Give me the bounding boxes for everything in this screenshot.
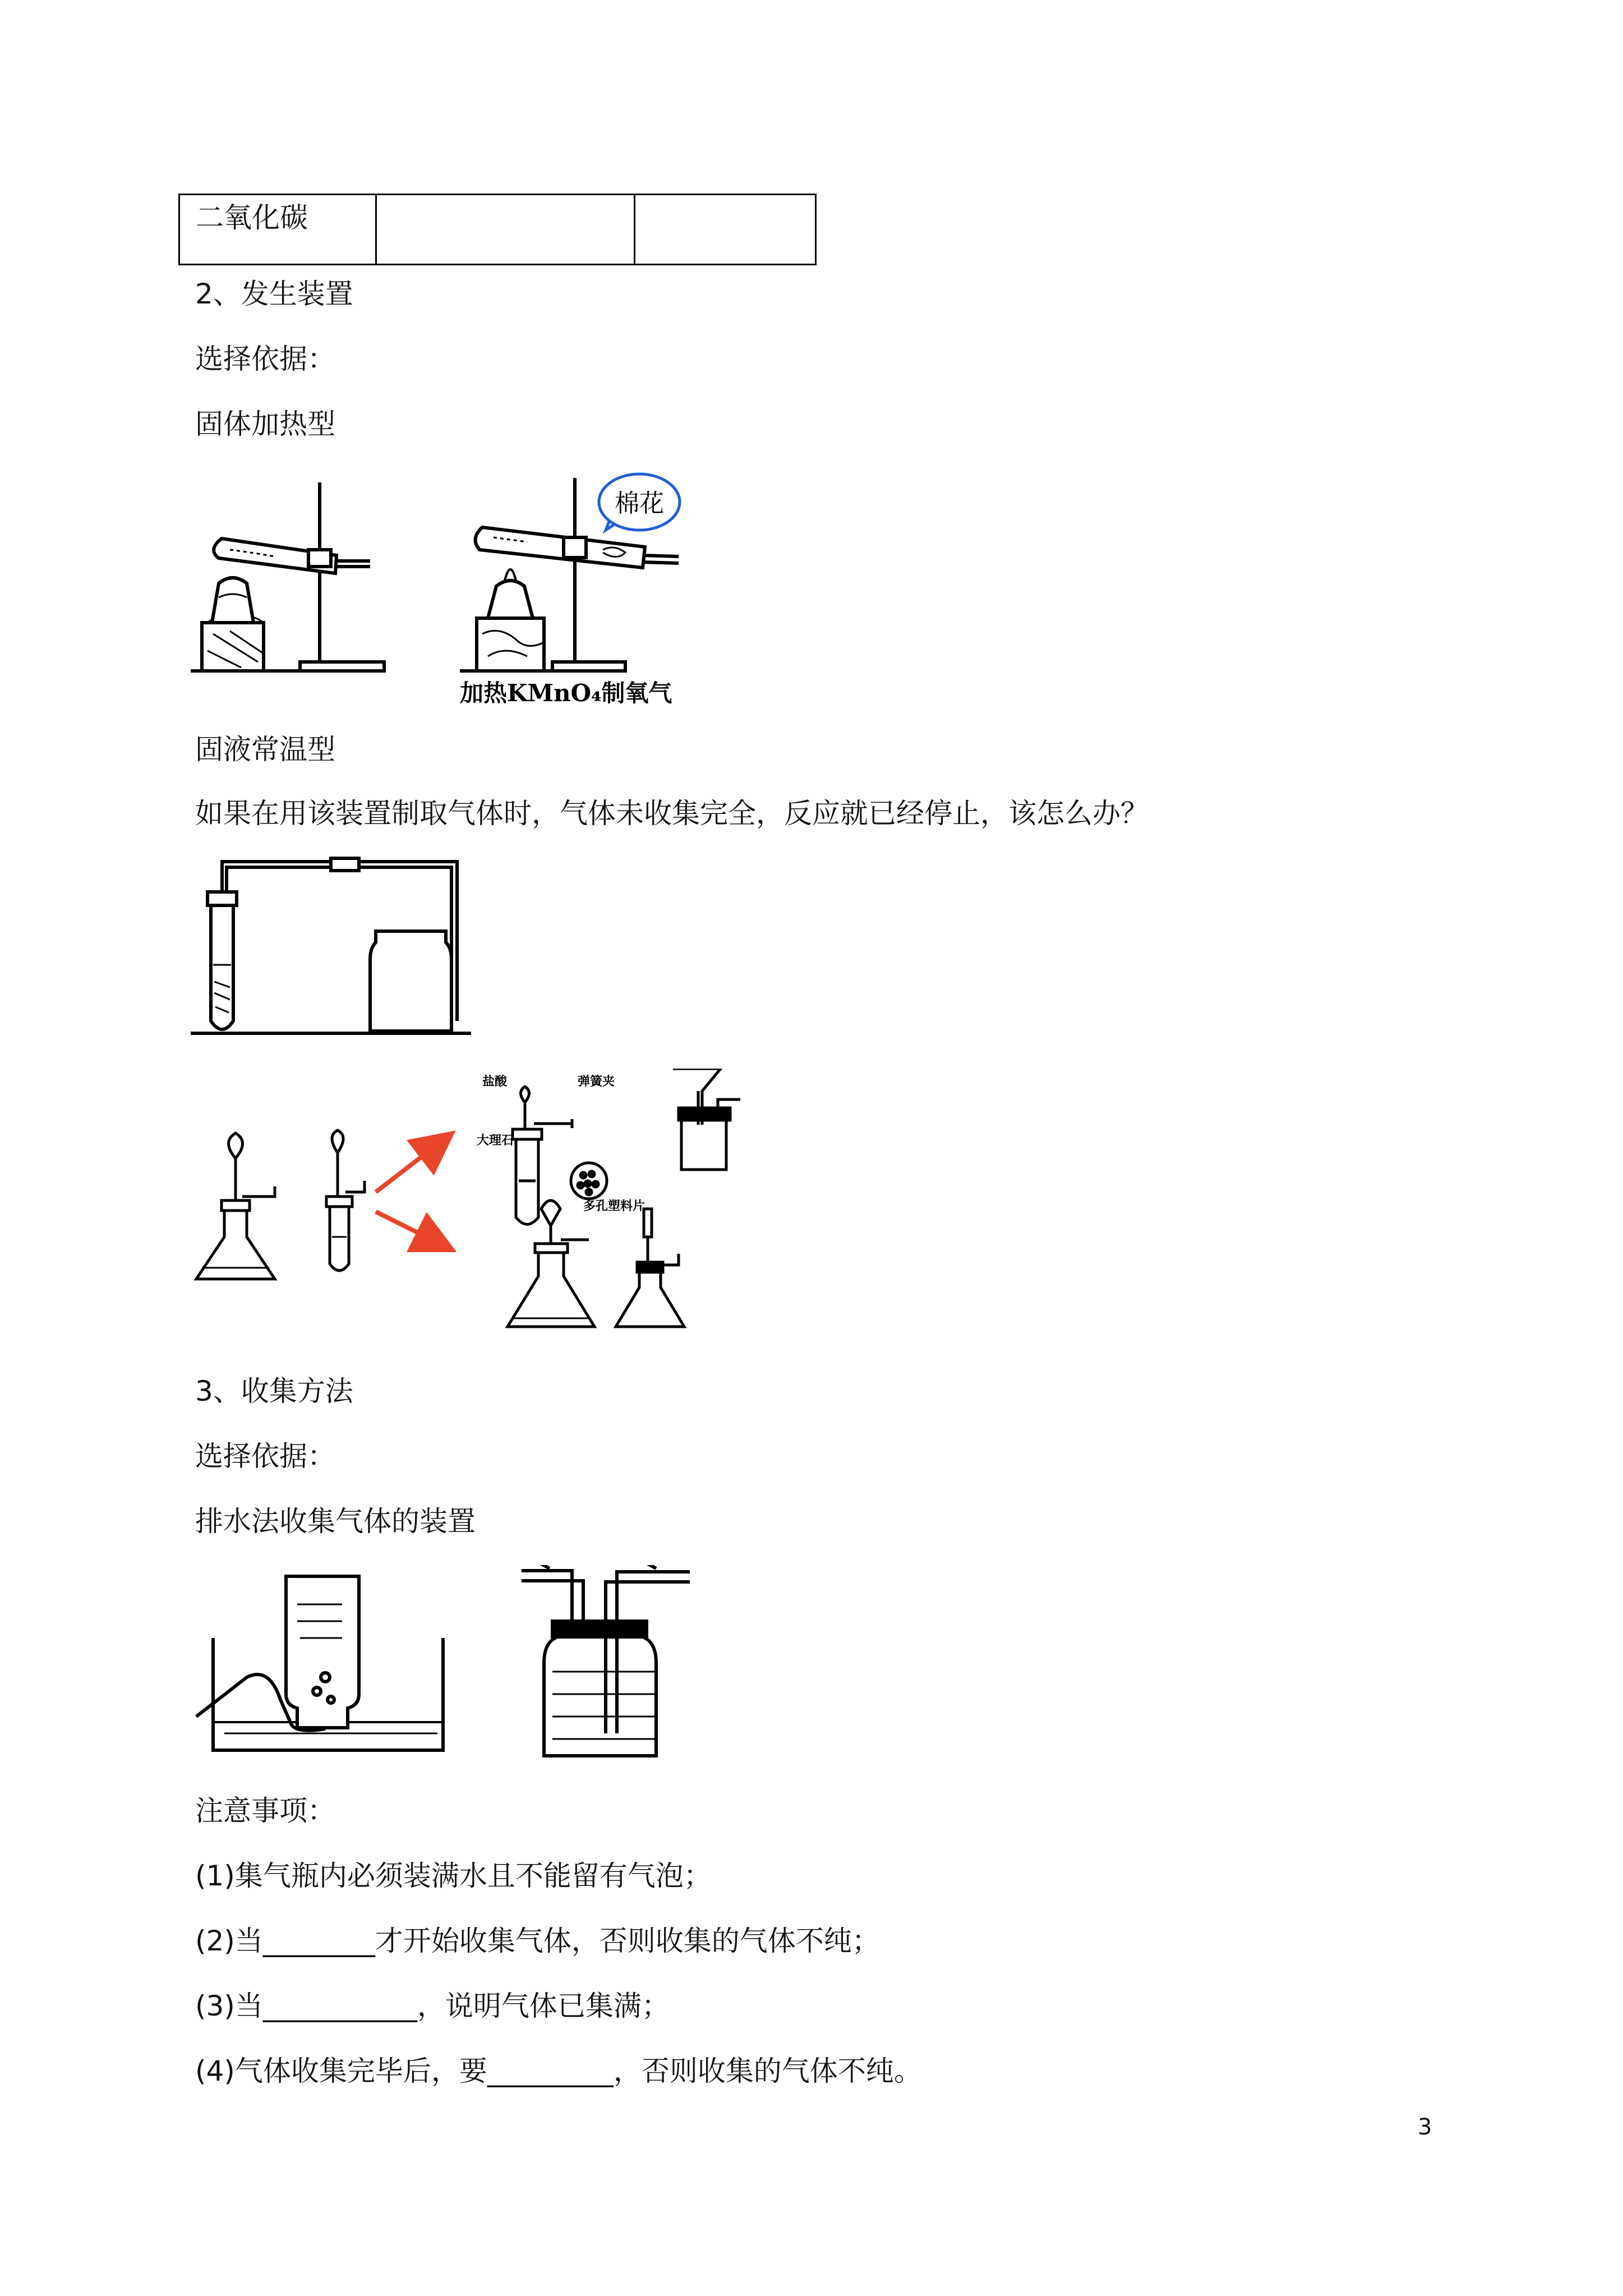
table-cell-empty: [635, 195, 816, 265]
notes-title: 注意事项：: [195, 1795, 335, 1827]
section2-question: 如果在用该装置制取气体时，气体未收集完全，反应就已经停止，该怎么办？: [195, 797, 1149, 830]
solid-liquid-figure: [191, 1069, 751, 1349]
label-clip: 弹簧夹: [578, 1075, 615, 1089]
table-cell-gas: 二氧化碳: [179, 195, 376, 265]
figure-caption: 加热KMnO₄制氧气: [460, 679, 672, 707]
note-3: (3)当___________，说明气体已集满；: [195, 1990, 670, 2022]
note-2: (2)当________才开始收集气体，否则收集的气体不纯；: [195, 1925, 880, 1957]
tube-to-jar-figure: [191, 853, 482, 1038]
section2-type2: 固液常温型: [195, 733, 335, 766]
label-porous-plate: 多孔塑料片: [583, 1199, 645, 1213]
water-collection-figure: [191, 1565, 718, 1767]
section3-basis: 选择依据：: [195, 1440, 335, 1473]
cotton-label: 棉花: [615, 489, 664, 518]
section3-device: 排水法收集气体的装置: [195, 1505, 476, 1538]
section2-type1: 固体加热型: [195, 408, 335, 440]
page-number: 3: [1418, 2114, 1432, 2140]
gas-table: [178, 194, 817, 265]
table-row: [179, 195, 816, 265]
label-acid: 盐酸: [482, 1075, 508, 1089]
table-cell-empty: [376, 195, 635, 265]
label-marble: 大理石: [477, 1134, 514, 1148]
note-1: (1)集气瓶内必须装满水且不能留有气泡；: [195, 1860, 712, 1892]
section2-basis: 选择依据：: [195, 343, 335, 375]
section3-heading: 3、收集方法: [195, 1375, 353, 1407]
solid-heating-figure: [191, 471, 707, 712]
section2-heading: 2、发生装置: [195, 278, 353, 310]
note-4: (4)气体收集完毕后，要_________，否则收集的气体不纯。: [195, 2055, 922, 2087]
